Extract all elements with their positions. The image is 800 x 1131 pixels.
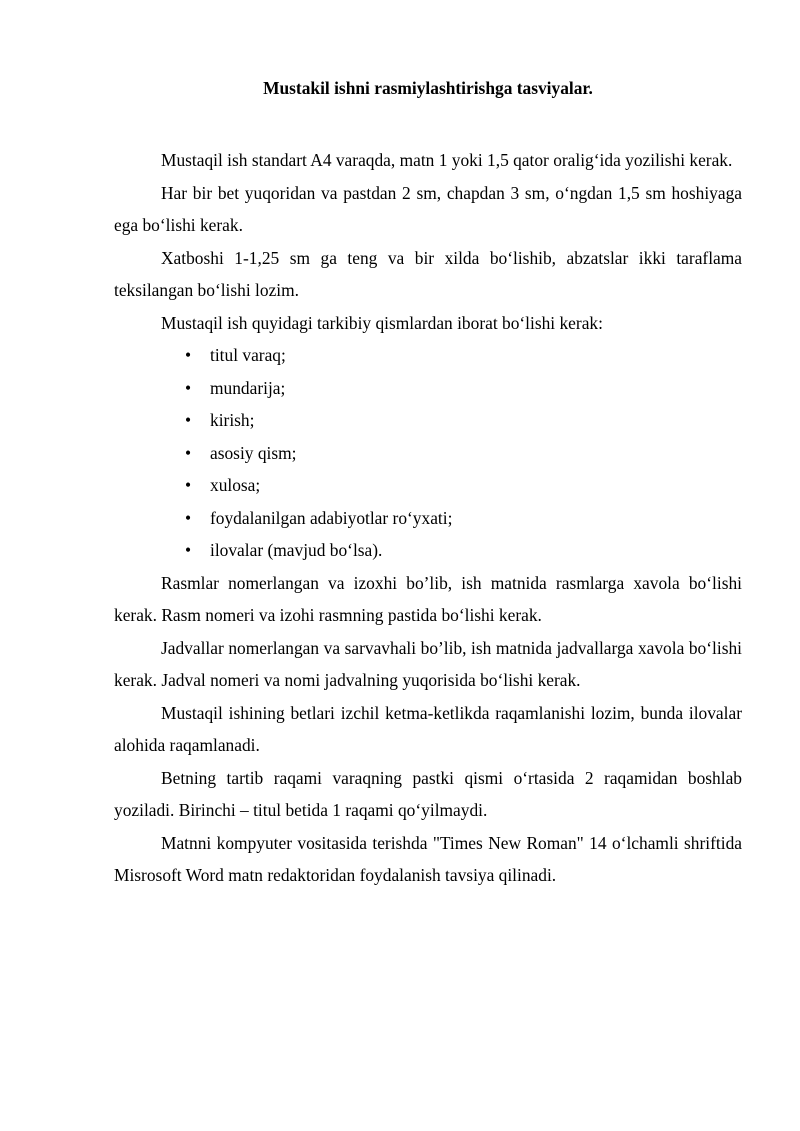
list-item-text: kirish;	[210, 410, 255, 430]
bullet-icon: •	[185, 507, 192, 528]
list-item	[114, 404, 742, 437]
paragraph-indent: Xatboshi 1-1,25 sm ga teng va bir xilda bo‘lishib, abzatslar ikki taraflama teksilangan bo‘lishi lozim.	[114, 247, 742, 300]
bullet-icon: •	[185, 345, 192, 365]
bullet-icon: •	[185, 475, 192, 495]
bullet-icon: •	[185, 540, 192, 560]
paragraph-font-recommendation: Matnni kompyuter vositasida terishda "Times New Roman" 14 o‘lchamli shriftida Misrosoft Word matn redaktoridan foydalanish tavsiya qilinadi.	[114, 832, 742, 885]
document-body	[114, 144, 742, 892]
paragraph-figures: Rasmlar nomerlangan va izoxhi bo’lib, ish matnida rasmlarga xavola bo‘lishi kerak. Rasm nomeri va izohi rasmning pastida bo‘lishi kerak.	[114, 572, 742, 625]
list-item	[114, 469, 742, 502]
list-item	[114, 534, 742, 567]
list-item-text: titul varaq;	[210, 345, 286, 365]
document-content	[114, 76, 742, 892]
list-item-text: asosiy qism;	[210, 442, 297, 463]
list-item	[114, 372, 742, 405]
list-item-text: ilovalar (mavjud bo‘lsa).	[210, 540, 383, 560]
paragraph-margins: Har bir bet yuqoridan va pastdan 2 sm, chapdan 3 sm, o‘ngdan 1,5 sm hoshiyaga ega bo‘lishi kerak.	[114, 182, 742, 235]
paragraph-page-numbering: Mustaqil ishining betlari izchil ketma-ketlikda raqamlanishi lozim, bunda ilovalar alohida raqamlanadi.	[114, 702, 742, 755]
paragraph-format: Mustaqil ish standart A4 varaqda, matn 1 yoki 1,5 qator oralig‘ida yozilishi kerak.	[161, 150, 733, 170]
structure-list	[114, 339, 742, 567]
list-item	[114, 502, 742, 535]
paragraph-tables: Jadvallar nomerlangan va sarvavhali bo’lib, ish matnida jadvallarga xavola bo‘lishi kerak. Jadval nomeri va nomi jadvalning yuqorisida bo‘lishi kerak.	[114, 637, 742, 690]
bullet-icon: •	[185, 377, 192, 398]
paragraph-page-number-position: Betning tartib raqami varaqning pastki qismi o‘rtasida 2 raqamidan boshlab yoziladi. Birinchi – titul betida 1 raqami qo‘yilmaydi.	[114, 767, 742, 820]
bullet-icon: •	[185, 442, 192, 463]
paragraph-structure-intro: Mustaqil ish quyidagi tarkibiy qismlardan iborat bo‘lishi kerak:	[161, 312, 603, 333]
list-item-text: xulosa;	[210, 475, 261, 495]
list-item-text: foydalanilgan adabiyotlar ro‘yxati;	[210, 507, 453, 528]
list-item-text: mundarija;	[210, 377, 286, 398]
bullet-icon: •	[185, 410, 192, 430]
document-title: Mustakil ishni rasmiylashtirishga tasviyalar.	[263, 78, 593, 98]
list-item	[114, 437, 742, 470]
list-item	[114, 339, 742, 372]
